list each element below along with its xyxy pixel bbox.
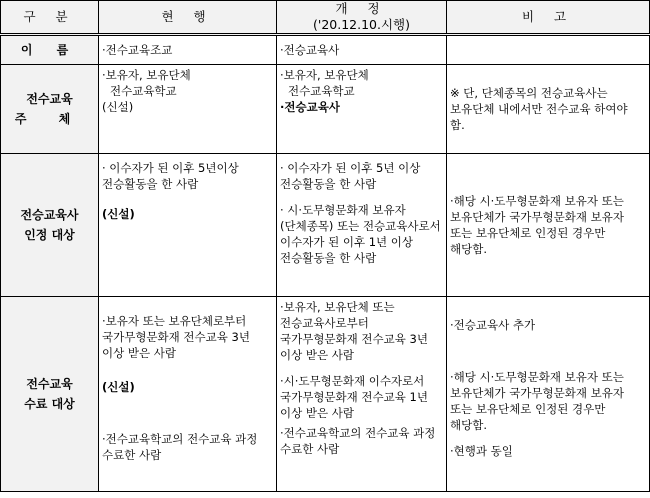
row-certification: [1, 154, 650, 297]
row-name-remarks: [447, 35, 650, 65]
row-certification-label: 전승교육사 인정 대상: [1, 154, 99, 297]
header-revised-title: 개 정: [335, 1, 388, 16]
row-subject-label: 전수교육 주 체: [1, 65, 99, 154]
header-revised: [277, 1, 447, 35]
row-completion: [1, 297, 650, 492]
row-name-current: ·전수교육조교: [99, 35, 277, 65]
header-remarks: 비 고: [447, 1, 650, 35]
row-certification-remarks: ·해당 시·도무형문화재 보유자 또는 보유단체가 국가무형문화재 보유자 또는 보유단체로 인정된 경우만 해당함.: [447, 154, 650, 297]
row-subject: [1, 65, 650, 154]
row-name-label: 이 름: [1, 35, 99, 65]
row-name-revised: ·전승교육사: [277, 35, 447, 65]
row-certification-current: · 이수자가 된 이후 5년이상 전승활동을 한 사람 (신설): [99, 154, 277, 297]
row-completion-remarks: ·전승교육사 추가 ·해당 시·도무형문화재 보유자 또는 보유단체가 국가무형문화재 보유자 또는 보유단체로 인정된 경우만 해당함. ·현행과 동일: [447, 297, 650, 492]
row-name: [1, 35, 650, 65]
row-subject-revised: ·보유자, 보유단체 전수교육학교 ·전승교육사: [277, 65, 447, 154]
row-completion-label: 전수교육 수료 대상: [1, 297, 99, 492]
header-category: 구 분: [1, 1, 99, 35]
header-revised-date: ('20.12.10.시행): [313, 17, 410, 32]
row-completion-revised: ·보유자, 보유단체 또는 전승교육사로부터 국가무형문화재 전수교육 3년 이상 받은 사람 ·시·도무형문화재 이수자로서 국가무형문화재 전수교육 1년 이상 받은 사람 ·전수교육학교의 전수교육 과정 수료한 사람: [277, 297, 447, 492]
row-subject-current: ·보유자, 보유단체 전수교육학교 (신설): [99, 65, 277, 154]
header-row: [1, 1, 650, 35]
row-completion-current: ·보유자 또는 보유단체로부터 국가무형문화재 전수교육 3년 이상 받은 사람 (신설) ·전수교육학교의 전수교육 과정 수료한 사람: [99, 297, 277, 492]
row-subject-remarks: ※ 단, 단체종목의 전승교육사는 보유단체 내에서만 전수교육 하여야 함.: [447, 65, 650, 154]
header-current: 현 행: [99, 1, 277, 35]
row-certification-revised: · 이수자가 된 이후 5년 이상 전승활동을 한 사람 · 시·도무형문화재 보유자(단체종목) 또는 전승교육사로서 이수자가 된 이후 1년 이상 전승활동을 한 사람: [277, 154, 447, 297]
